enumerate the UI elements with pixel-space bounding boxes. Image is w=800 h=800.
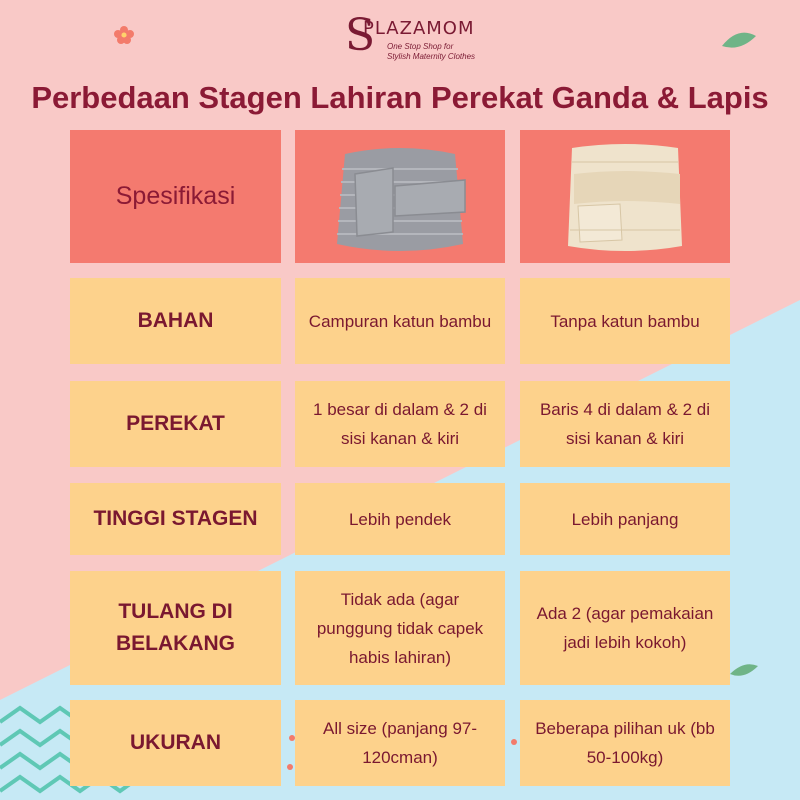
row-tinggi-product-a: Lebih pendek — [295, 483, 505, 555]
grey-belly-band-image — [315, 134, 485, 259]
header-spec-label: Spesifikasi — [115, 182, 236, 210]
row-label-bahan: BAHAN — [70, 278, 281, 364]
logo-mark: S — [345, 10, 376, 61]
row-label-tulang: TULANG DI BELAKANG — [70, 571, 281, 685]
tagline-line-2: Stylish Maternity Clothes — [387, 52, 476, 61]
brand-logo — [345, 10, 485, 74]
row-tulang-product-a: Tidak ada (agar punggung tidak capek habis lahiran) — [295, 571, 505, 685]
row-tinggi-product-b: Lebih panjang — [520, 483, 730, 555]
row-bahan-product-b: Tanpa katun bambu — [520, 278, 730, 364]
product-a-header — [295, 130, 505, 263]
row-bahan-product-a: Campuran katun bambu — [295, 278, 505, 364]
page-title: Perbedaan Stagen Lahiran Perekat Ganda & Lapis — [31, 80, 769, 115]
tagline-line-1: One Stop Shop for — [387, 42, 454, 51]
row-ukuran-product-a: All size (panjang 97-120cman) — [295, 700, 505, 786]
row-perekat-product-a: 1 besar di dalam & 2 di sisi kanan & kiri — [295, 381, 505, 467]
beige-belly-band-image — [550, 134, 700, 259]
row-label-perekat: PEREKAT — [70, 381, 281, 467]
row-label-tinggi: TINGGI STAGEN — [70, 483, 281, 555]
brand-name: PLAZAMOM — [363, 18, 475, 39]
row-perekat-product-b: Baris 4 di dalam & 2 di sisi kanan & kiri — [520, 381, 730, 467]
row-label-ukuran: UKURAN — [70, 700, 281, 786]
header-spec-cell — [70, 130, 281, 263]
row-ukuran-product-b: Beberapa pilihan uk (bb 50-100kg) — [520, 700, 730, 786]
row-tulang-product-b: Ada 2 (agar pemakaian jadi lebih kokoh) — [520, 571, 730, 685]
product-b-header — [520, 130, 730, 263]
brand-tagline — [387, 42, 483, 62]
